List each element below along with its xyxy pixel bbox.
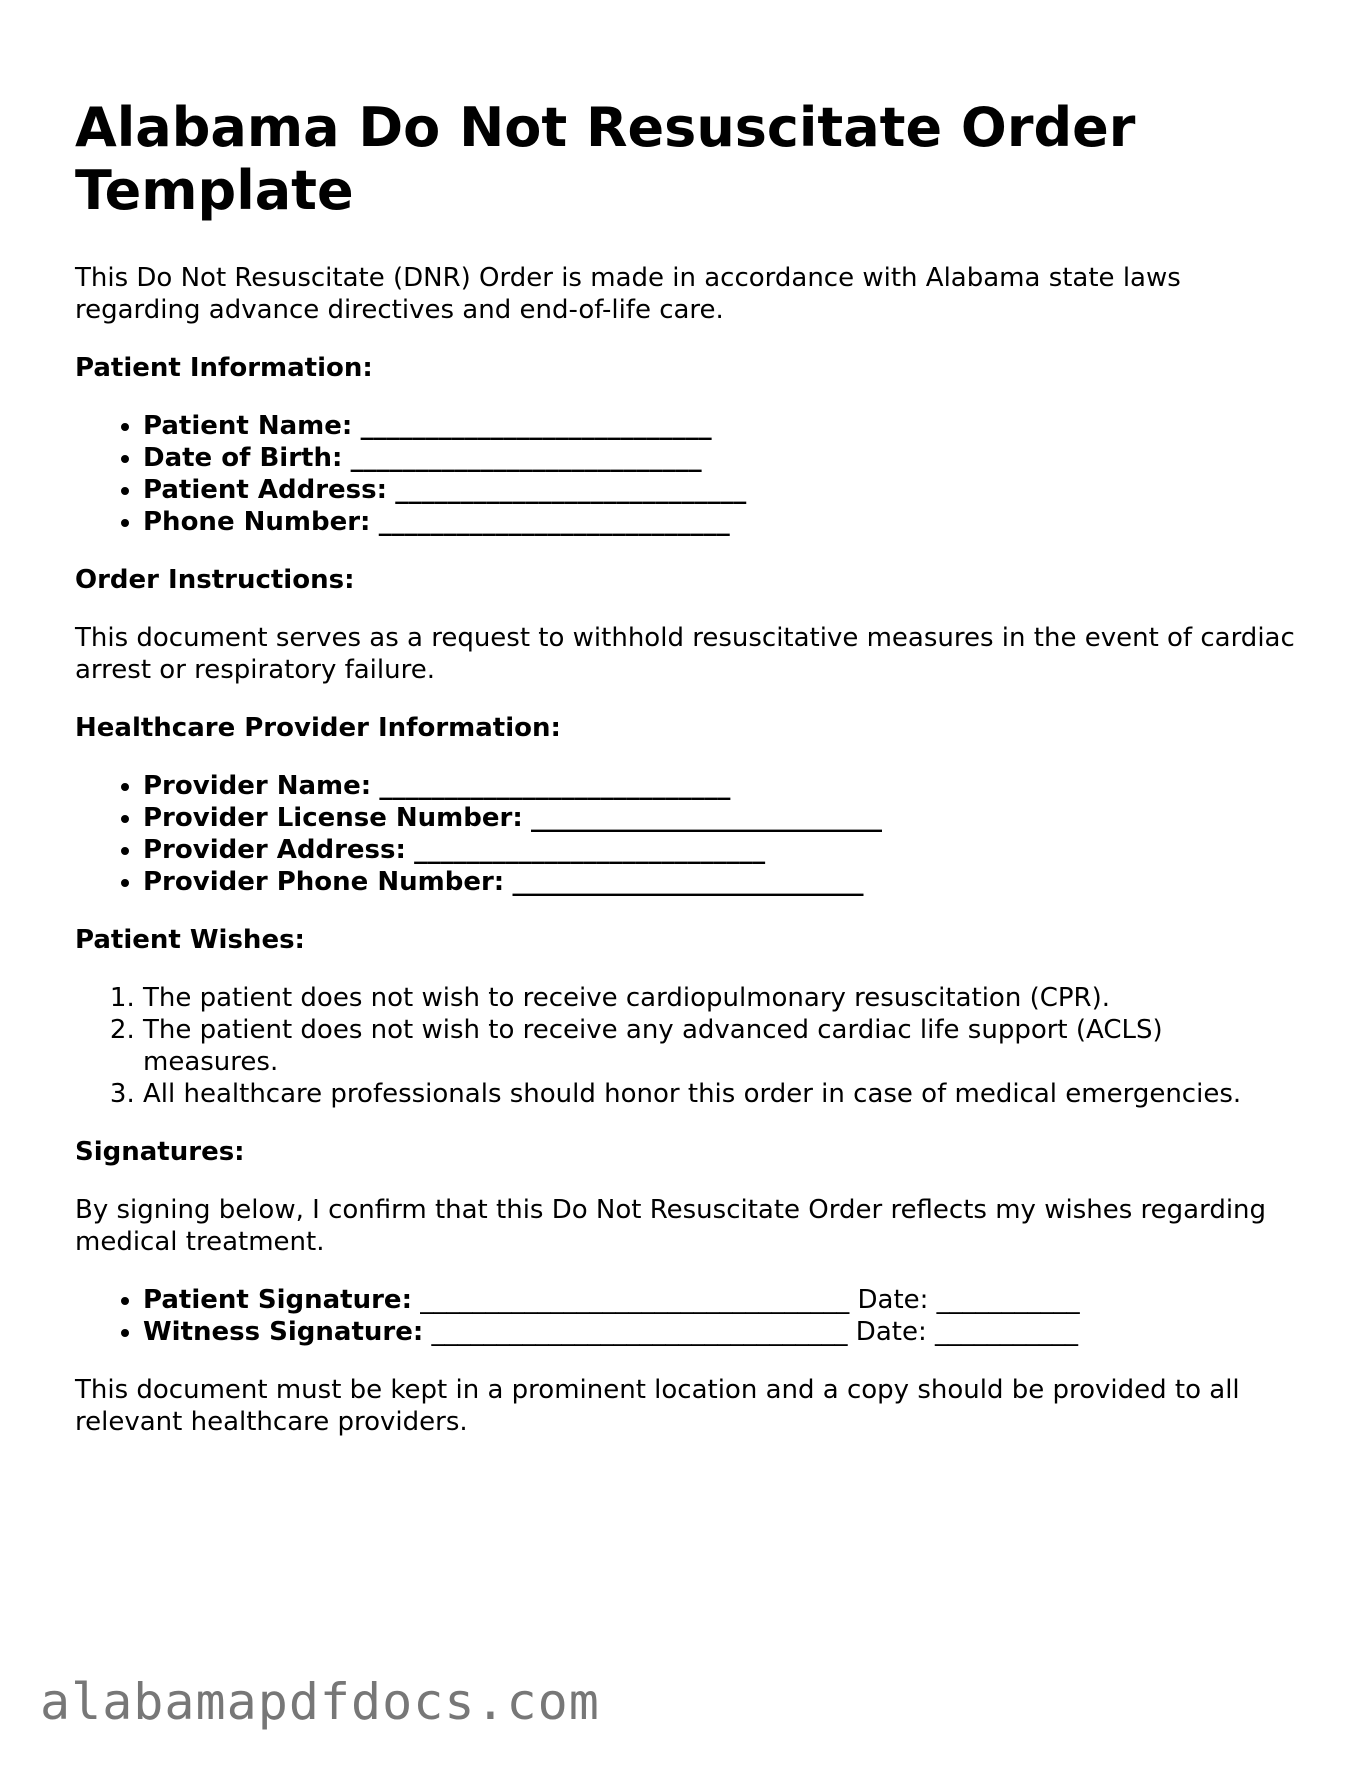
provider-name-field (143, 770, 1305, 802)
witness-signature-line (143, 1316, 1305, 1348)
provider-info-heading: Healthcare Provider Information: (75, 713, 561, 743)
signature-label: Witness Signature: (143, 1317, 424, 1347)
field-blank: ___________________________ (414, 835, 766, 865)
signature-blank: ________________________________ (431, 1317, 848, 1347)
field-label: Phone Number: (143, 507, 371, 537)
patient-info-heading: Patient Information: (75, 353, 373, 383)
field-blank: ___________________________ (378, 507, 730, 537)
field-label: Patient Address: (143, 475, 388, 505)
date-of-birth-field (143, 442, 1305, 474)
field-label: Patient Name: (143, 411, 353, 441)
field-blank: ___________________________ (395, 475, 747, 505)
field-blank: ___________________________ (350, 443, 702, 473)
closing-paragraph: This document must be kept in a prominent location and a copy should be provided to all relevant healthcare providers. (75, 1375, 1240, 1437)
document-page (75, 96, 1305, 1464)
field-label: Provider License Number: (143, 803, 523, 833)
intro-paragraph: This Do Not Resuscitate (DNR) Order is made in accordance with Alabama state laws regarding advance directives and end-of-life care. (75, 263, 1181, 325)
patient-signature-line (143, 1284, 1305, 1316)
page-title: Alabama Do Not Resuscitate Order Template (75, 96, 1136, 222)
field-blank: ___________________________ (379, 771, 731, 801)
patient-wishes-heading: Patient Wishes: (75, 925, 305, 955)
patient-wishes-list (75, 982, 1305, 1110)
signature-label: Patient Signature: (143, 1285, 412, 1315)
date-label: Date: (855, 1317, 927, 1347)
wish-item: 1. The patient does not wish to receive cardiopulmonary resuscitation (CPR). (143, 982, 1305, 1014)
provider-address-field (143, 834, 1305, 866)
phone-number-field (143, 506, 1305, 538)
signatures-text: By signing below, I confirm that this Do Not Resuscitate Order reflects my wishes regarding medical treatment. (75, 1195, 1267, 1257)
signature-list (75, 1284, 1305, 1348)
date-blank: ___________ (934, 1317, 1078, 1347)
patient-address-field (143, 474, 1305, 506)
field-blank: ___________________________ (531, 803, 883, 833)
patient-name-field (143, 410, 1305, 442)
patient-info-list (75, 410, 1305, 538)
order-instructions-heading: Order Instructions: (75, 565, 355, 595)
field-label: Provider Phone Number: (143, 867, 505, 897)
provider-phone-field (143, 866, 1305, 898)
field-label: Date of Birth: (143, 443, 343, 473)
field-blank: ___________________________ (360, 411, 712, 441)
provider-license-field (143, 802, 1305, 834)
field-label: Provider Name: (143, 771, 372, 801)
site-watermark: alabamapdfdocs.com (40, 1673, 600, 1731)
wish-item: 2. The patient does not wish to receive any advanced cardiac life support (ACLS) measures. (143, 1014, 1305, 1078)
date-blank: ___________ (936, 1285, 1080, 1315)
date-label: Date: (857, 1285, 929, 1315)
field-label: Provider Address: (143, 835, 406, 865)
signatures-heading: Signatures: (75, 1137, 245, 1167)
wish-item: 3. All healthcare professionals should honor this order in case of medical emergencies. (143, 1078, 1305, 1110)
provider-info-list (75, 770, 1305, 898)
field-blank: ___________________________ (512, 867, 864, 897)
signature-blank: _________________________________ (420, 1285, 850, 1315)
order-instructions-text: This document serves as a request to withhold resuscitative measures in the event of cardiac arrest or respiratory failure. (75, 623, 1295, 685)
